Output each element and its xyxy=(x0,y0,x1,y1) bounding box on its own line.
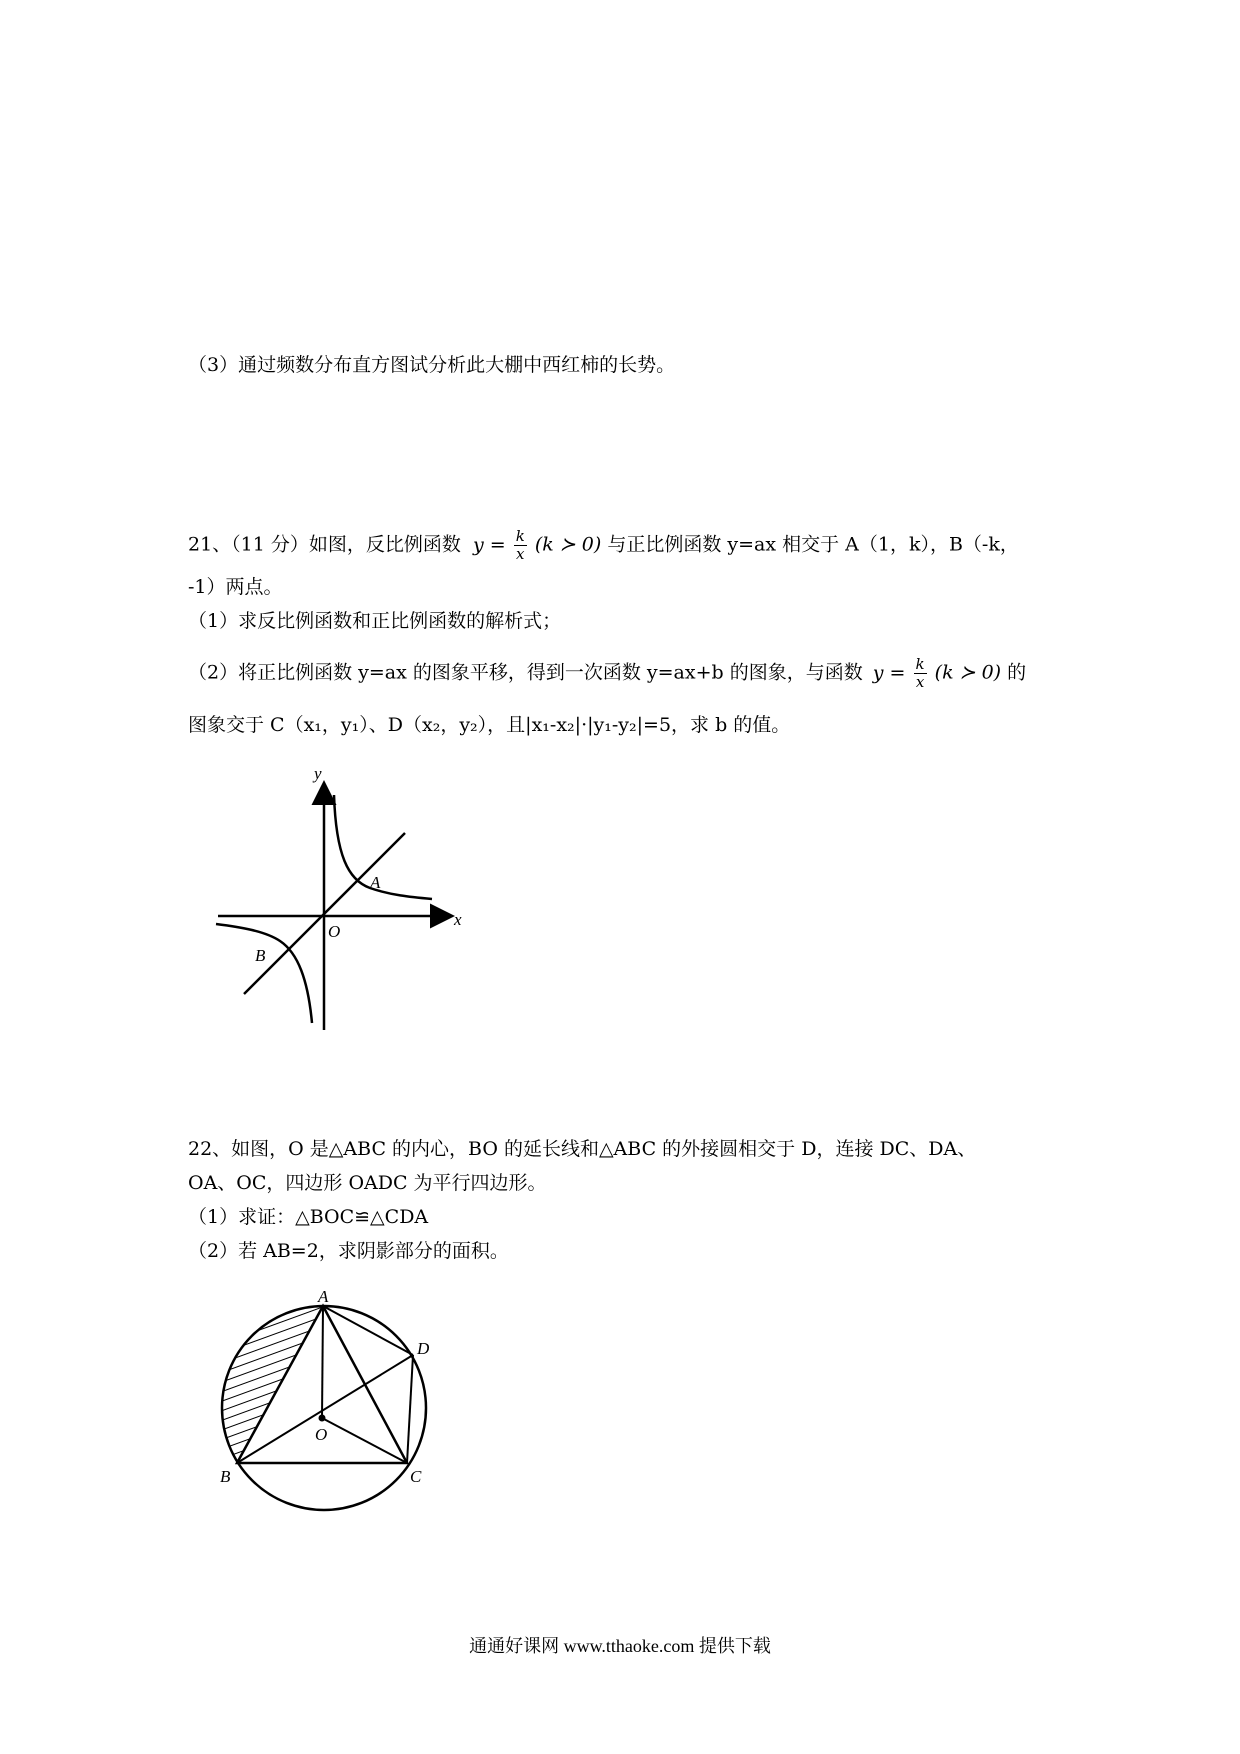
q21-part2-line2: 图象交于 C（x₁，y₁）、D（x₂，y₂），且|x₁-x₂|·|y₁-y₂|=5，求 b 的值。 xyxy=(188,714,791,736)
q21-line1: 21、（11 分）如图，反比例函数 y = $\frac{k}{x}$ (k ≻ 0) 与正比例函数 y=ax 相交于 A（1，k），B（-k， xyxy=(188,527,1019,563)
q22-part2: （2）若 AB=2，求阴影部分的面积。 xyxy=(188,1240,509,1262)
q21-condition: (k ≻ 0) xyxy=(534,533,602,556)
label-a: A xyxy=(318,1290,329,1306)
segment-dc xyxy=(407,1355,413,1463)
label-a: A xyxy=(370,873,381,892)
q21-intro: 21、（11 分）如图，反比例函数 xyxy=(188,533,461,556)
label-b: B xyxy=(220,1467,231,1486)
label-o: O xyxy=(328,922,341,941)
label-b: B xyxy=(255,946,266,965)
page-footer: 通通好课网 www.tthaoke.com 提供下载 xyxy=(469,1636,771,1656)
q21-fraction: $\frac{k}{x}$ xyxy=(515,527,525,563)
label-d: D xyxy=(417,1339,430,1358)
q22-line2: OA、OC，四边形 OADC 为平行四边形。 xyxy=(188,1172,547,1194)
q22-circle-figure xyxy=(210,1290,450,1530)
q21-graph-figure xyxy=(210,765,470,1035)
q21-part2-fraction: $\frac{k}{x}$ xyxy=(915,655,925,691)
q21-part2-line1: （2）将正比例函数 y=ax 的图象平移，得到一次函数 y=ax+b 的图象，与函数 y = $\frac{k}{x}$ (k ≻ 0) 的 xyxy=(188,655,1027,691)
q21-part1: （1）求反比例函数和正比例函数的解析式； xyxy=(188,610,562,632)
q20-part3: （3）通过频数分布直方图试分析此大棚中西红柿的长势。 xyxy=(188,354,676,376)
label-x: x xyxy=(454,910,462,929)
hyperbola-branch-first-quadrant xyxy=(334,795,432,899)
label-o: O xyxy=(315,1425,328,1444)
shaded-region xyxy=(221,1306,323,1463)
q22-line1: 22、如图，O 是△ABC 的内心，BO 的延长线和△ABC 的外接圆相交于 D，连接 DC、DA、 xyxy=(188,1138,977,1160)
q22-part1: （1）求证：△BOC≌△CDA xyxy=(188,1206,429,1228)
segment-ao xyxy=(322,1306,323,1418)
q21-line2: -1）两点。 xyxy=(188,576,283,598)
label-y: y xyxy=(314,765,322,783)
label-c: C xyxy=(410,1467,422,1486)
q21-intro-rest: 与正比例函数 y=ax 相交于 A（1，k），B（-k， xyxy=(607,533,1019,556)
point-o xyxy=(319,1415,326,1422)
